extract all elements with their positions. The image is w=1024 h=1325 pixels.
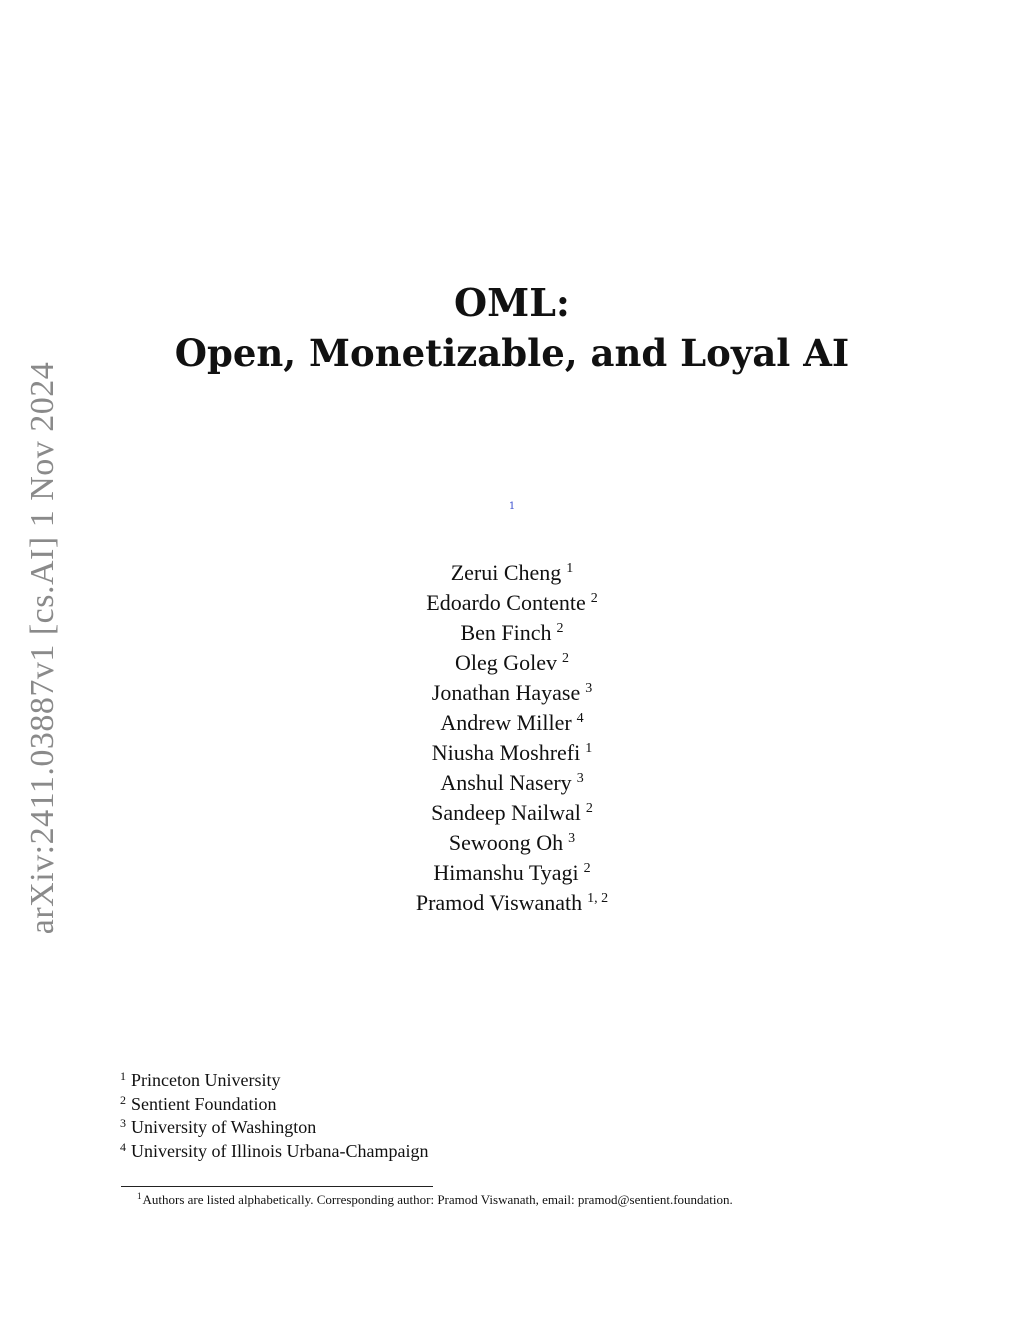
affiliation-item [120, 1140, 428, 1164]
affiliation-mark: 3 [120, 1116, 126, 1130]
author-list [0, 558, 1024, 918]
author-item [0, 828, 1024, 858]
author-item [0, 858, 1024, 888]
author-item [0, 678, 1024, 708]
author-affiliation-mark: 2 [583, 861, 591, 876]
affiliation-mark: 4 [120, 1139, 126, 1154]
title-line-1: OML: [454, 280, 570, 325]
affiliation-name: University of Washington [131, 1117, 317, 1137]
footnote-text: Authors are listed alphabetically. Corresponding author: Pramod Viswanath, email: pramod@sentient.foundation. [142, 1192, 733, 1207]
author-affiliation-mark: 4 [576, 711, 584, 726]
author-item [0, 648, 1024, 678]
affiliation-item [120, 1093, 428, 1117]
affiliation-name: Princeton University [131, 1070, 281, 1090]
affiliation-item [120, 1069, 428, 1093]
author-affiliation-mark: 2 [585, 801, 593, 816]
affiliation-name: University of Illinois Urbana-Champaign [131, 1140, 429, 1161]
affiliation-list [120, 1069, 428, 1163]
affiliation-mark: 2 [120, 1092, 126, 1107]
author-name: Anshul Nasery [440, 770, 572, 795]
arxiv-identifier-stamp: arXiv:2411.03887v1 [cs.AI] 1 Nov 2024 [24, 361, 61, 935]
author-name: Sewoong Oh [448, 830, 564, 855]
author-name: Jonathan Hayase [431, 680, 581, 705]
author-item [0, 798, 1024, 828]
author-item [0, 588, 1024, 618]
author-item [0, 708, 1024, 738]
paper-title [0, 278, 1024, 378]
footnote-divider [121, 1186, 433, 1187]
author-name: Zerui Cheng [450, 560, 562, 585]
title-footnote-link[interactable]: 1 [508, 501, 516, 512]
author-affiliation-mark: 1, 2 [587, 891, 609, 906]
author-affiliation-mark: 2 [590, 591, 598, 606]
author-affiliation-mark: 1 [566, 561, 574, 576]
affiliation-mark: 1 [120, 1069, 126, 1083]
author-item [0, 738, 1024, 768]
author-affiliation-mark: 2 [562, 651, 570, 666]
affiliation-item [120, 1116, 428, 1140]
author-item [0, 888, 1024, 918]
author-item [0, 558, 1024, 588]
author-name: Niusha Moshrefi [431, 740, 581, 765]
author-name: Sandeep Nailwal [431, 800, 581, 825]
author-affiliation-mark: 1 [585, 741, 593, 756]
author-item [0, 768, 1024, 798]
author-name: Andrew Miller [440, 710, 572, 735]
footnote [137, 1192, 733, 1208]
author-name: Himanshu Tyagi [433, 860, 579, 885]
author-name: Ben Finch [460, 620, 552, 645]
author-affiliation-mark: 3 [576, 771, 584, 786]
author-name: Edoardo Contente [426, 590, 586, 615]
author-affiliation-mark: 2 [556, 621, 564, 636]
author-affiliation-mark: 3 [585, 681, 593, 696]
author-name: Pramod Viswanath [415, 890, 583, 915]
footnote-mark: 1 [137, 1191, 142, 1201]
affiliation-name: Sentient Foundation [131, 1093, 277, 1114]
author-affiliation-mark: 3 [568, 831, 576, 846]
title-line-2: Open, Monetizable, and Loyal AI [174, 331, 850, 375]
author-name: Oleg Golev [454, 650, 558, 675]
author-item [0, 618, 1024, 648]
